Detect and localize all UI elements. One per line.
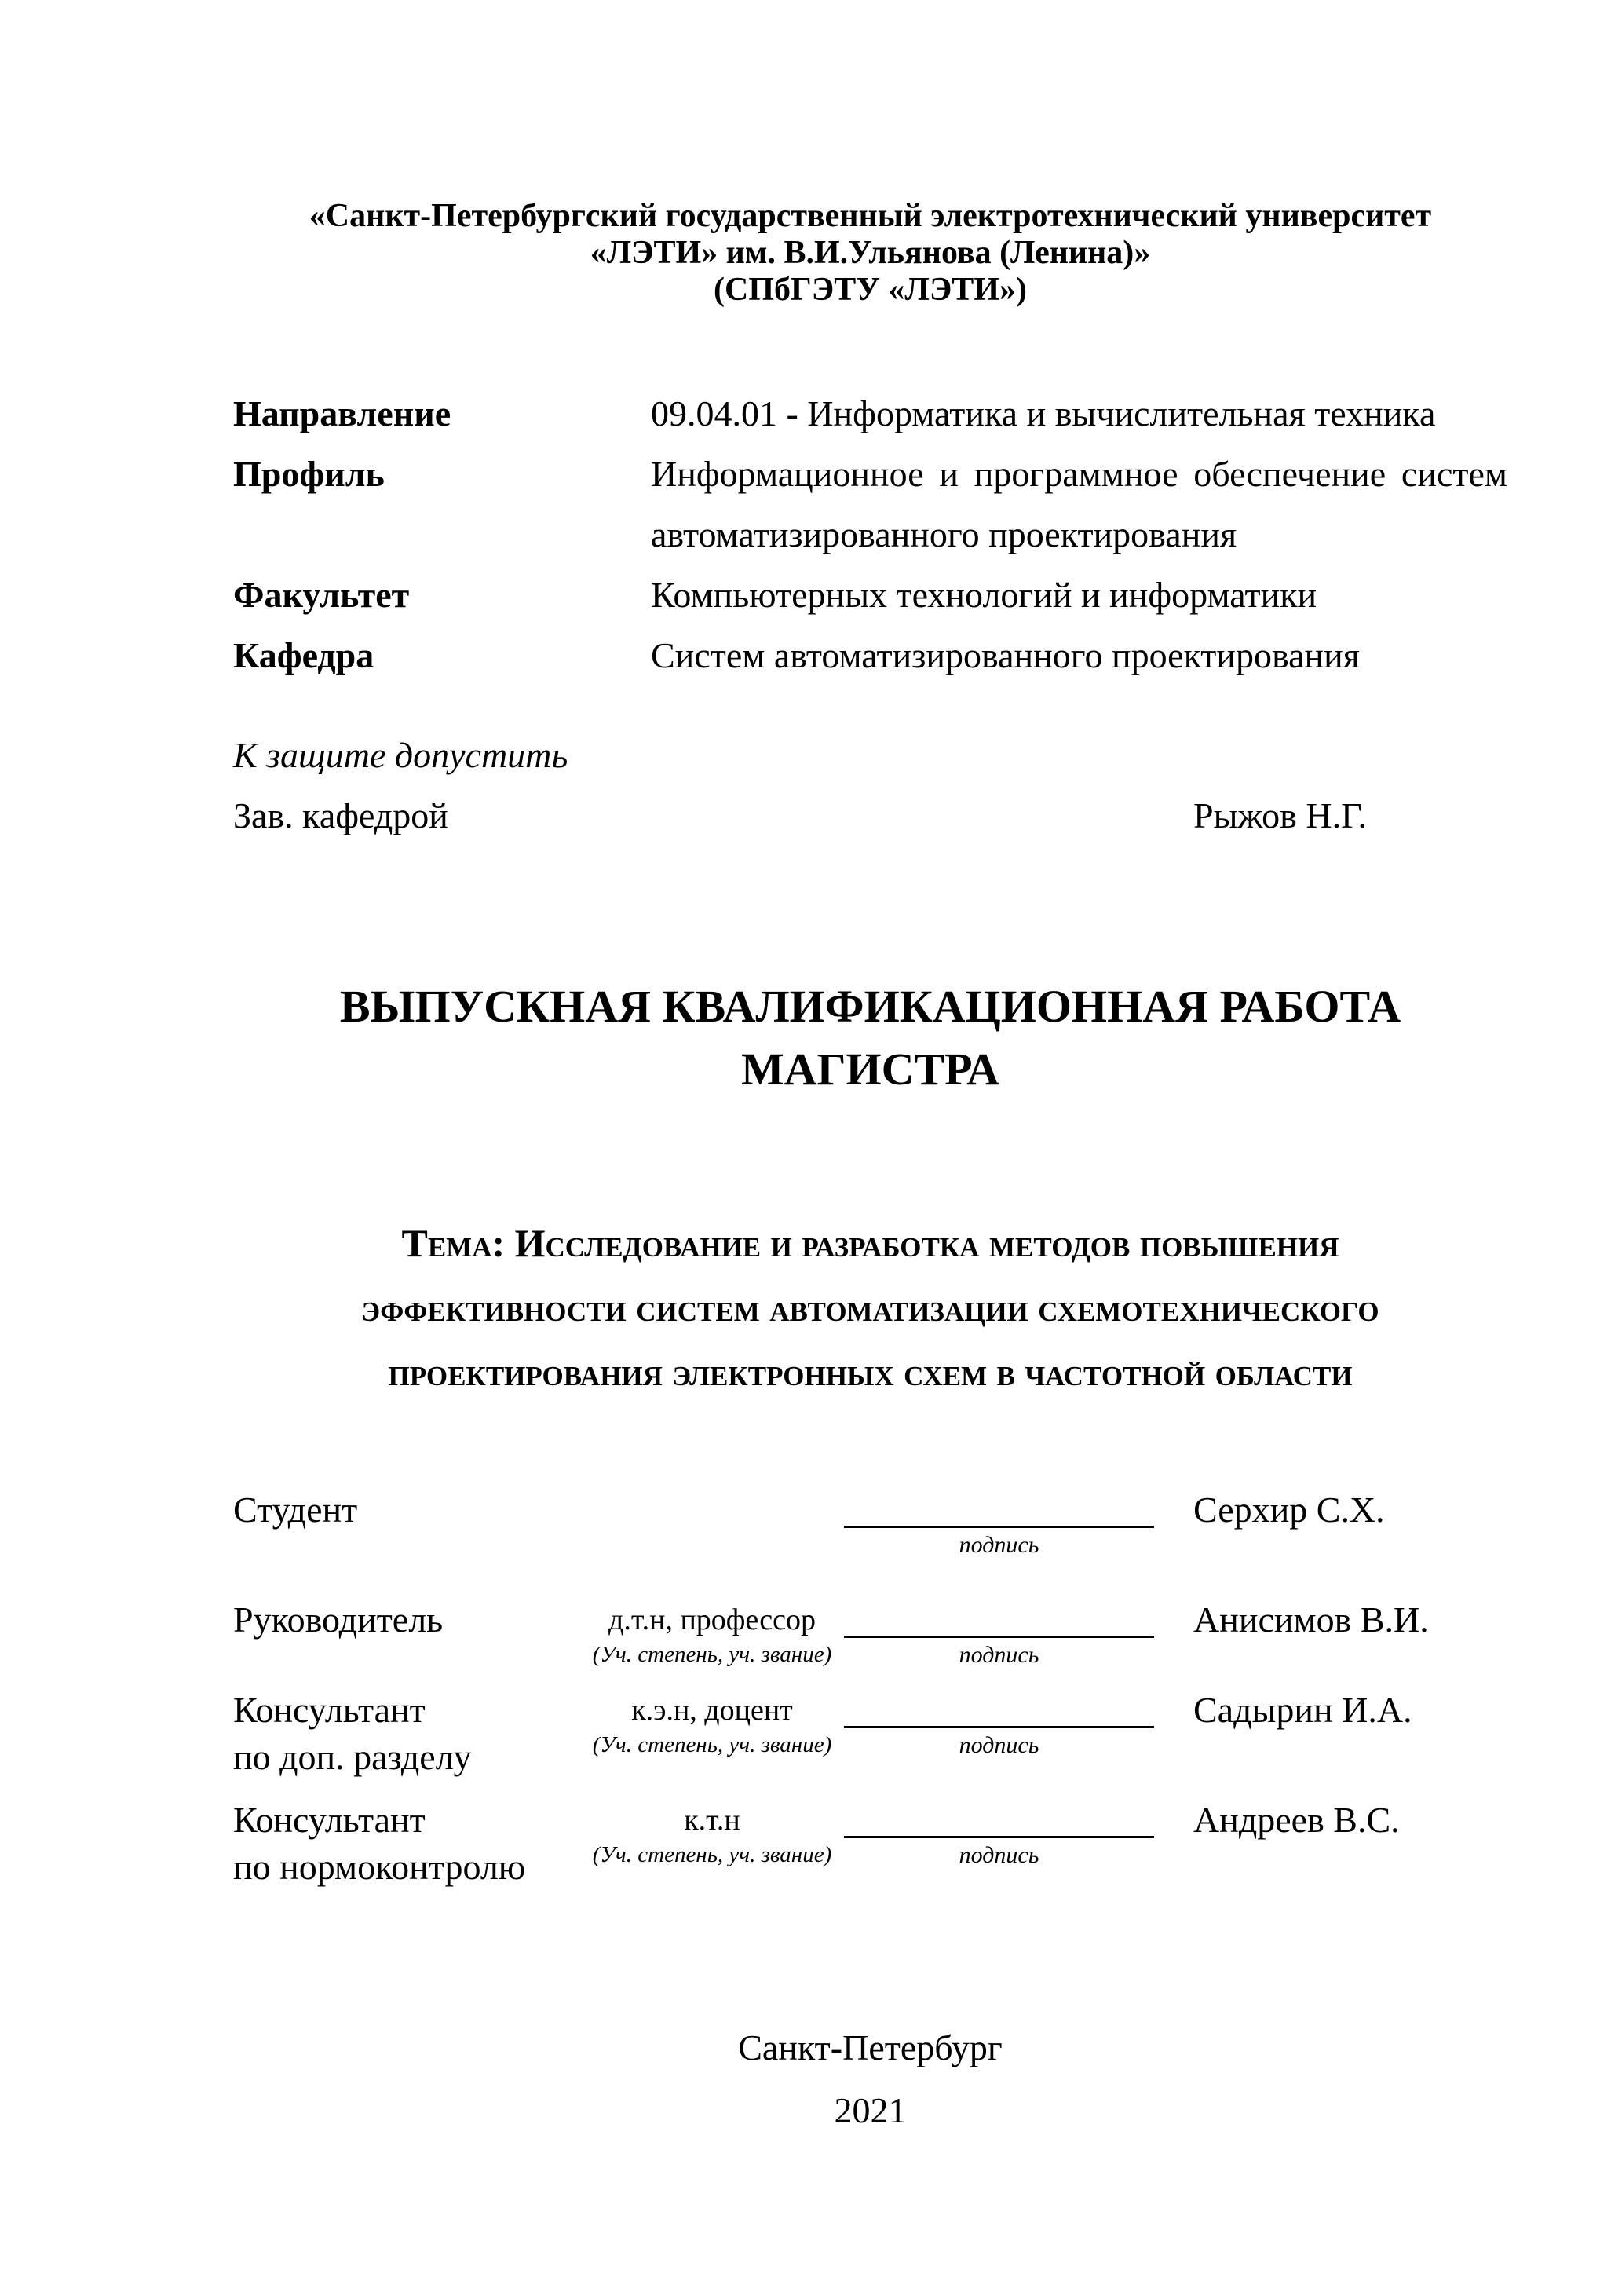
detail-row-department: [233, 625, 1507, 686]
head-of-department-name: Рыжов Н.Г.: [1193, 795, 1367, 835]
consultant-additional-degree-cell: [590, 1687, 834, 1760]
student-signature-cell: [844, 1486, 1154, 1561]
profile-label: Профиль: [233, 454, 385, 494]
approval-row: [233, 785, 1507, 846]
signatures-section: [233, 1486, 1507, 1891]
consultant-additional-role-line2: по доп. разделу: [233, 1737, 472, 1777]
profile-value: Информационное и программное обеспечение систем автоматизированного проектирования: [651, 454, 1507, 554]
supervisor-signature-hint: подпись: [959, 1642, 1039, 1668]
supervisor-signature-cell: [844, 1596, 1154, 1671]
faculty-label: Факультет: [233, 575, 410, 615]
consultant-normcontrol-role-label: [233, 1797, 590, 1891]
footer-city: Санкт-Петербург: [738, 2027, 1003, 2067]
consultant-normcontrol-role-line1: Консультант: [233, 1800, 426, 1840]
student-signature-line: [844, 1486, 1154, 1528]
consultant-normcontrol-signature-line: [844, 1797, 1154, 1838]
direction-value: 09.04.01 - Информатика и вычислительная техника: [651, 393, 1436, 433]
footer: [233, 2016, 1507, 2142]
supervisor-signature-line: [844, 1596, 1154, 1638]
department-value: Систем автоматизированного проектирования: [651, 635, 1360, 675]
student-role-label: Студент: [233, 1490, 358, 1530]
supervisor-degree-text: д.т.н, профессор: [608, 1603, 816, 1636]
student-name: Серхир С.Х.: [1193, 1490, 1385, 1530]
consultant-additional-degree-text: к.э.н, доцент: [631, 1694, 793, 1727]
consultant-normcontrol-name: Андреев В.С.: [1193, 1800, 1400, 1840]
consultant-additional-signature-cell: [844, 1687, 1154, 1761]
faculty-value: Компьютерных технологий и информатики: [651, 575, 1317, 615]
consultant-additional-signature-hint: подпись: [959, 1732, 1039, 1758]
university-header: [233, 198, 1507, 309]
direction-label: Направление: [233, 393, 451, 433]
student-signature-hint: подпись: [959, 1532, 1039, 1558]
consultant-additional-signature-line: [844, 1687, 1154, 1728]
topic-line1: Тема: Исследование и разработка методов повышения: [401, 1221, 1339, 1265]
work-title: [233, 975, 1507, 1101]
topic-title: [233, 1211, 1507, 1404]
consultant-additional-role-line1: Консультант: [233, 1690, 426, 1730]
university-name-line1: «Санкт-Петербургский государственный электротехнический университет: [309, 198, 1432, 234]
consultant-normcontrol-degree-hint: (Уч. степень, уч. звание): [592, 1842, 832, 1867]
consultant-additional-name: Садырин И.А.: [1193, 1690, 1412, 1730]
consultant-normcontrol-degree-text: к.т.н: [684, 1804, 740, 1837]
university-abbreviation: (СПбГЭТУ «ЛЭТИ»): [714, 272, 1027, 308]
signature-row-student: [233, 1486, 1507, 1561]
approval-section: [233, 725, 1507, 846]
topic-line3: проектирования электронных схем в частотной области: [388, 1350, 1353, 1394]
program-details: [233, 383, 1507, 686]
consultant-additional-role-label: [233, 1687, 590, 1781]
supervisor-degree-cell: [590, 1596, 834, 1670]
consultant-normcontrol-signature-cell: [844, 1797, 1154, 1871]
signature-row-supervisor: [233, 1596, 1507, 1671]
supervisor-name: Анисимов В.И.: [1193, 1600, 1429, 1640]
consultant-normcontrol-signature-hint: подпись: [959, 1842, 1039, 1868]
consultant-normcontrol-role-line2: по нормоконтролю: [233, 1847, 526, 1887]
work-title-line1: ВЫПУСКНАЯ КВАЛИФИКАЦИОННАЯ РАБОТА: [339, 981, 1401, 1032]
supervisor-role-label: Руководитель: [233, 1600, 444, 1640]
detail-row-direction: [233, 383, 1507, 444]
detail-row-profile: [233, 444, 1507, 565]
head-of-department-label: Зав. кафедрой: [233, 795, 448, 835]
signature-row-consultant-additional: [233, 1687, 1507, 1781]
signature-row-consultant-normcontrol: [233, 1797, 1507, 1891]
university-name-line2: «ЛЭТИ» им. В.И.Ульянова (Ленина)»: [590, 235, 1151, 271]
supervisor-degree-hint: (Уч. степень, уч. звание): [592, 1642, 832, 1667]
student-degree-text: [590, 1486, 834, 1529]
consultant-additional-degree-hint: (Уч. степень, уч. звание): [592, 1732, 832, 1757]
student-degree-cell: [590, 1486, 834, 1529]
topic-line2: эффективности систем автоматизации схемотехнического: [361, 1285, 1379, 1329]
approval-permit-text: К защите допустить: [233, 735, 568, 775]
footer-year: 2021: [834, 2090, 907, 2130]
detail-row-faculty: [233, 565, 1507, 625]
work-title-line2: МАГИСТРА: [740, 1044, 1000, 1095]
consultant-normcontrol-degree-cell: [590, 1797, 834, 1870]
department-label: Кафедра: [233, 635, 374, 675]
